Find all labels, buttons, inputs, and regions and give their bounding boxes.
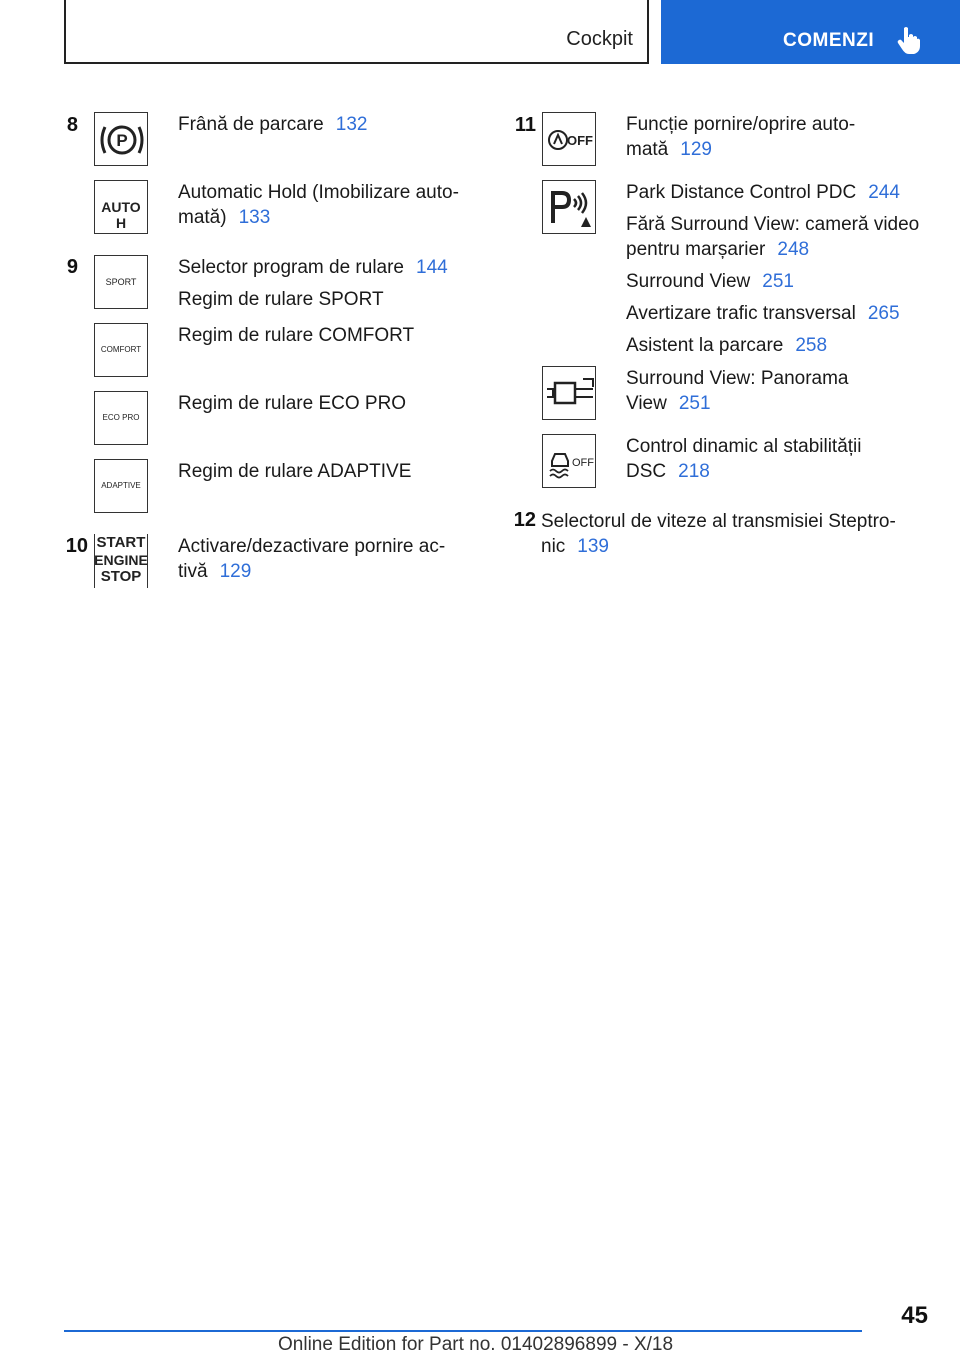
eco-pro-mode-icon: ECO PRO xyxy=(94,391,148,445)
page-link[interactable]: 248 xyxy=(777,239,810,260)
page-link[interactable]: 251 xyxy=(762,271,794,292)
park-distance-control-icon xyxy=(542,180,596,234)
page-link[interactable]: 251 xyxy=(678,393,711,414)
svg-text:OFF: OFF xyxy=(567,133,593,148)
section-title: Cockpit xyxy=(566,28,633,50)
footer-divider xyxy=(64,1330,862,1332)
item-8b-text: Automatic Hold (Imobilizare auto‐ mată) 133 xyxy=(178,182,459,228)
comfort-mode-icon: COMFORT xyxy=(94,323,148,377)
item-12-text: Selectorul de viteze al transmisiei Steptro‐ nic 139 xyxy=(541,511,896,557)
header-section-box xyxy=(64,0,649,64)
page-number: 45 xyxy=(901,1302,928,1329)
page-link[interactable]: 265 xyxy=(867,303,900,324)
pointing-hand-icon xyxy=(897,26,921,54)
item-number-10: 10 xyxy=(65,535,88,557)
start-stop-button-icon: START ENGINE STOP xyxy=(94,534,148,588)
page-link[interactable]: 129 xyxy=(680,139,712,160)
item-number-12: 12 xyxy=(513,509,536,531)
svg-text:P: P xyxy=(116,131,128,150)
edition-footer: Online Edition for Part no. 01402896899 - X/18 xyxy=(278,1334,674,1355)
page-link[interactable]: 132 xyxy=(335,114,368,135)
svg-text:OFF: OFF xyxy=(572,457,594,469)
item-9a-text: Selector program de rulare 144 Regim de rulare SPORT xyxy=(178,257,448,310)
page-link[interactable]: 133 xyxy=(238,207,271,228)
item-number-8: 8 xyxy=(66,114,78,136)
item-11a-text: Funcție pornire/oprire auto‐ mată 129 xyxy=(626,114,856,160)
auto-start-stop-off-icon xyxy=(542,112,596,166)
page-link[interactable]: 139 xyxy=(577,536,609,557)
parking-brake-icon xyxy=(94,112,148,166)
item-number-11: 11 xyxy=(514,114,536,136)
item-9b-text: Regim de rulare COMFORT xyxy=(178,325,415,346)
item-8a-text: Frână de parcare 132 xyxy=(178,114,368,135)
item-11c-text: Surround View: Panorama View 251 xyxy=(626,368,849,414)
item-10-text: Activare/dezactivare pornire ac‐ tivă 129 xyxy=(178,536,446,582)
adaptive-mode-icon: ADAPTIVE xyxy=(94,459,148,513)
chapter-title: COMENZI xyxy=(783,30,875,51)
dsc-off-icon xyxy=(542,434,596,488)
header-chapter-tab[interactable] xyxy=(661,0,960,64)
page-link[interactable]: 144 xyxy=(416,257,448,278)
item-11d-text: Control dinamic al stabilității DSC 218 xyxy=(626,436,862,482)
item-9d-text: Regim de rulare ADAPTIVE xyxy=(178,461,412,482)
page-link[interactable]: 218 xyxy=(678,461,710,482)
item-11b-text: Park Distance Control PDC 244 Fără Surround View: cameră video pentru marșarier 248 Surround View 251 Avertizare trafic transversal 265 Asistent la parcare 258 xyxy=(626,182,920,356)
surround-view-panorama-icon xyxy=(542,366,596,420)
page-link[interactable]: 129 xyxy=(219,561,252,582)
item-number-9: 9 xyxy=(66,256,78,278)
page-link[interactable]: 244 xyxy=(868,182,900,203)
auto-hold-icon: AUTO H xyxy=(94,180,148,234)
page-link[interactable]: 258 xyxy=(795,335,828,356)
item-9c-text: Regim de rulare ECO PRO xyxy=(178,393,407,414)
sport-mode-icon: SPORT xyxy=(94,255,148,309)
